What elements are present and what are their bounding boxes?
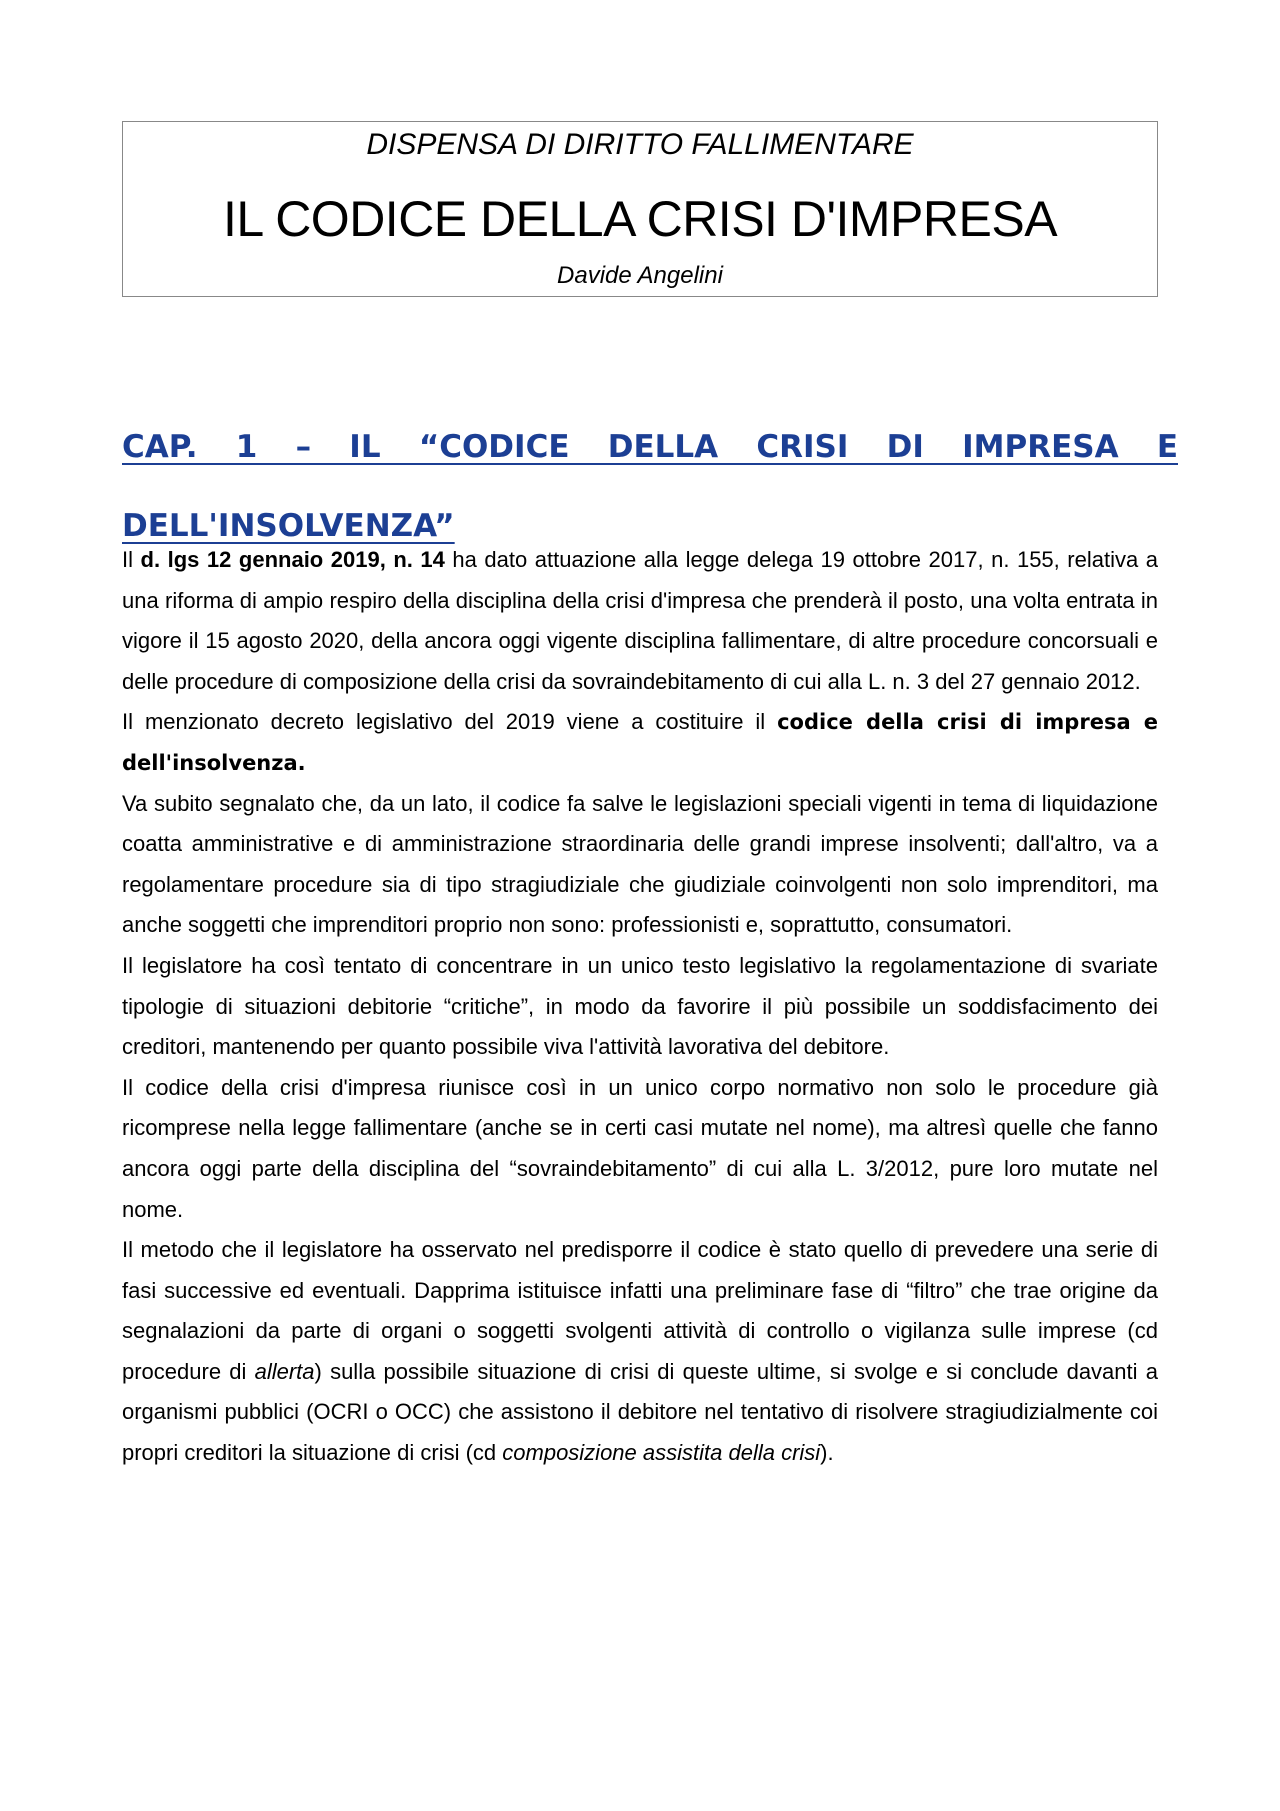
code-name-emphasis: codice della crisi di impresa e dell'insolvenza. xyxy=(122,710,1158,775)
title-box xyxy=(122,121,1158,297)
paragraph-1-prefix: Il xyxy=(122,547,141,572)
document-supertitle: DISPENSA DI DIRITTO FALLIMENTARE xyxy=(366,128,914,161)
paragraph-5: Il codice della crisi d'impresa riunisce così in un unico corpo normativo non solo le procedure già ricomprese nella legge fallimentare (anche se in certi casi mutate nel nome), ma altresì quelle che fanno ancora oggi parte della disciplina del “sovraindebitamento” di cui alla L. 3/2012, pure loro mutate nel nome. xyxy=(122,1074,1158,1222)
paragraph-1 xyxy=(122,540,1158,702)
paragraph-4: Il legislatore ha così tentato di concentrare in un unico testo legislativo la regolamentazione di svariate tipologie di situazioni debitorie “critiche”, in modo da favorire il più possibile un soddisfacimento dei creditori, mantenendo per quanto possibile viva l'attività lavorativa del debitore. xyxy=(122,952,1158,1060)
law-reference: d. lgs 12 gennaio 2019, n. 14 xyxy=(140,547,445,572)
italic-allerta: allerta xyxy=(254,1358,315,1384)
paragraph-2 xyxy=(122,702,1158,783)
paragraph-1-text: ha dato attuazione alla legge delega 19 ottobre 2017, n. 155, relativa a una riforma di ampio respiro della disciplina della crisi d'impresa che prenderà il posto, una volta entrata in vigore il 15 agosto 2020, della ancora oggi vigente disciplina fallimentare, di altre procedure concorsuali e delle procedure di composizione della crisi da sovraindebitamento di cui alla L. n. 3 del 27 gennaio 2012. xyxy=(122,547,1158,694)
italic-composizione: composizione assistita della crisi xyxy=(502,1440,821,1466)
body-text xyxy=(122,540,1158,1474)
paragraph-6 xyxy=(122,1230,1158,1474)
paragraph-3: Va subito segnalato che, da un lato, il codice fa salve le legislazioni speciali vigenti in tema di liquidazione coatta amministrative e di amministrazione straordinaria delle grandi imprese insolventi; dall'altro, va a regolamentare procedure sia di tipo stragiudiziale che giudiziale coinvolgenti non solo imprenditori, ma anche soggetti che imprenditori proprio non sono: professionisti e, soprattutto, consumatori. xyxy=(122,790,1158,938)
chapter-heading-line-1: CAP. 1 – IL “CODICE DELLA CRISI DI IMPRESA E xyxy=(122,429,1178,465)
document-author: Davide Angelini xyxy=(557,262,723,289)
paragraph-6-text-2: ) sulla possibile situazione di crisi di queste ultime, si svolge e si conclude davanti a organismi pubblici (OCRI o OCC) che assistono il debitore nel tentativo di risolvere stragiudizialmente coi propri creditori la situazione di crisi (cd xyxy=(122,1358,1158,1466)
chapter-heading-line-2: DELL'INSOLVENZA” xyxy=(122,508,455,544)
paragraph-6-text-1: Il metodo che il legislatore ha osservato nel predisporre il codice è stato quello di prevedere una serie di fasi successive ed eventuali. Dapprima istituisce infatti una preliminare fase di “filtro” che trae origine da segnalazioni da parte di organi o soggetti svolgenti attività di controllo o vigilanza sulle imprese (cd procedure di xyxy=(122,1237,1158,1384)
paragraph-6-text-3: ). xyxy=(820,1440,834,1466)
paragraph-2-text: Il menzionato decreto legislativo del 2019 viene a costituire il xyxy=(122,709,778,735)
document-title: IL CODICE DELLA CRISI D'IMPRESA xyxy=(222,191,1058,247)
